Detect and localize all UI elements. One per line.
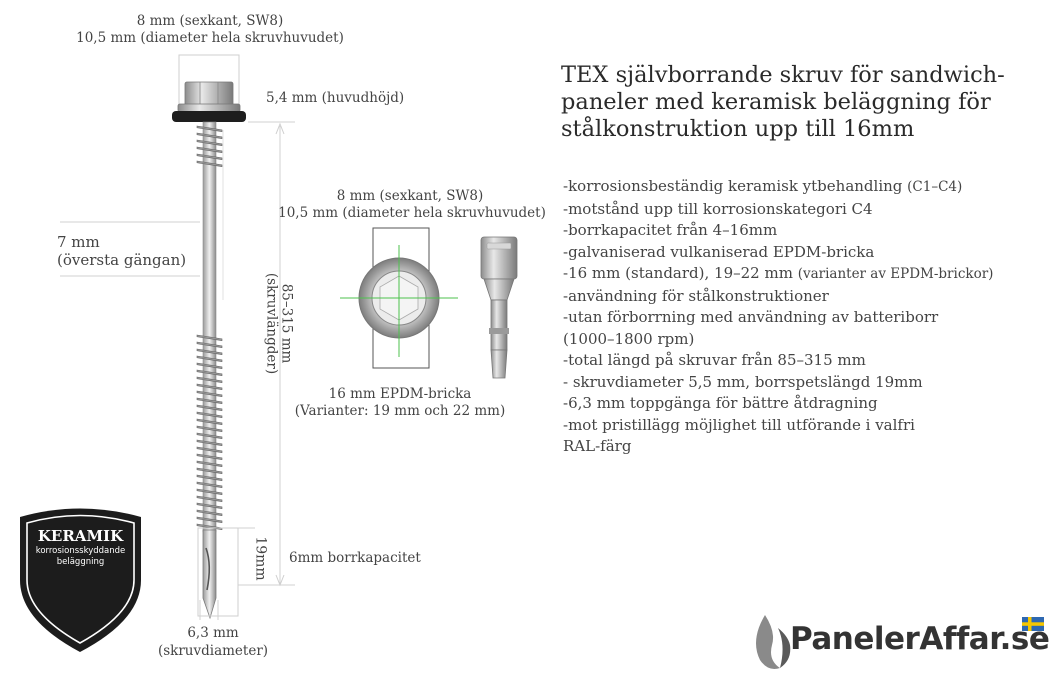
head-height-label: 5,4 mm (huvudhöjd)	[266, 90, 405, 106]
diameter-sub-label: (skruvdiameter)	[157, 643, 269, 659]
screw-head-diameter-label: 10,5 mm (diameter hela skruvhuvudet)	[76, 30, 344, 46]
tip-length-label: 19mm	[252, 536, 269, 581]
feature-item: -användning för stålkonstruktioner	[563, 286, 829, 305]
screw-shaft	[197, 122, 238, 618]
badge-subtitle-line2: beläggning	[56, 557, 105, 567]
washer-size-label: 16 mm EPDM-bricka	[328, 386, 472, 402]
feature-item: -total längd på skruvar från 85–315 mm	[563, 351, 866, 369]
badge-subtitle-line1: korrosionsskyddande	[35, 546, 126, 556]
flame-icon	[756, 615, 790, 669]
badge-subtitle	[18, 546, 143, 568]
feature-item: - skruvdiameter 5,5 mm, borrspetslängd 19mm	[563, 372, 923, 391]
socket-bit-icon	[481, 237, 517, 378]
feature-item: -korrosionsbeständig keramisk ytbehandling (C1–C4)	[563, 177, 963, 195]
feature-item: (1000–1800 rpm)	[563, 329, 695, 348]
feature-item: RAL-färg	[563, 437, 632, 455]
screw-hex-size-label: 8 mm (sexkant, SW8)	[136, 13, 284, 29]
length-label: 85–315 mm	[278, 283, 295, 364]
feature-item: -motstånd upp till korrosionskategori C4	[563, 199, 873, 218]
feature-item: -utan förborrning med användning av batteriborr	[563, 308, 939, 326]
length-sub-label: (skruvlängder)	[263, 272, 280, 375]
feature-item: -16 mm (standard), 19–22 mm (varianter av EPDM-brickor)	[563, 264, 994, 282]
feature-list	[563, 176, 1053, 458]
washer-variants-label: (Varianter: 19 mm och 22 mm)	[294, 403, 506, 419]
washer-top-view	[340, 228, 458, 368]
feature-item: -6,3 mm toppgänga för bättre åtdragning	[563, 394, 878, 412]
washer-hex-size-label: 8 mm (sexkant, SW8)	[336, 188, 484, 204]
badge-title: KERAMIK	[37, 527, 124, 545]
top-thread-label: 7 mm	[57, 233, 100, 251]
product-title: TEX självborrande skruv för sandwich-paneler med keramisk beläggning för stålkonstruktion upp till 16mm	[561, 62, 1005, 142]
feature-item: -mot pristillägg möjlighet till utförande i valfri	[563, 415, 915, 434]
brand-name[interactable]: PanelerAffar.se	[790, 621, 1050, 657]
feature-item: -galvaniserad vulkaniserad EPDM-bricka	[563, 242, 875, 261]
feature-item: -borrkapacitet från 4–16mm	[563, 221, 778, 239]
diameter-label: 6,3 mm	[187, 625, 239, 641]
washer-head-diameter-label: 10,5 mm (diameter hela skruvhuvudet)	[278, 205, 546, 221]
screw-head	[172, 55, 246, 122]
drill-capacity-label: 6mm borrkapacitet	[289, 550, 421, 566]
top-thread-sub-label: (översta gängan)	[57, 251, 187, 269]
